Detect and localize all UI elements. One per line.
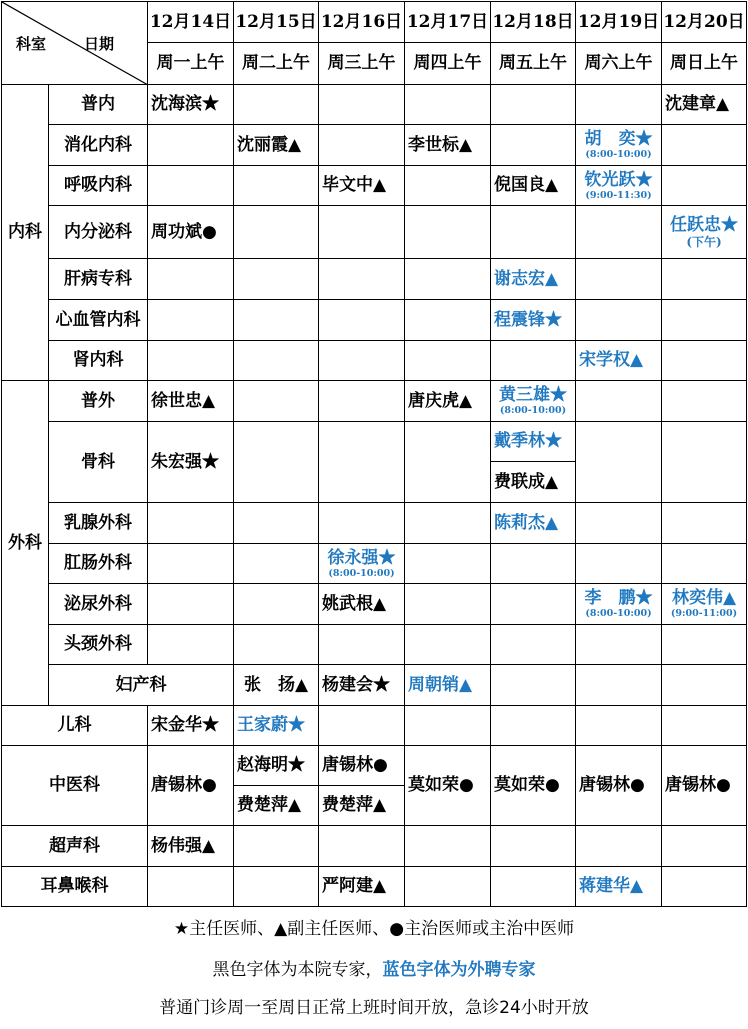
header-corner (2, 2, 148, 85)
empty-cell (234, 625, 319, 665)
empty-cell (576, 706, 662, 746)
empty-cell (319, 706, 405, 746)
empty-cell (576, 544, 662, 584)
empty-cell (319, 341, 405, 381)
empty-cell (405, 206, 491, 259)
empty-cell (405, 166, 491, 206)
empty-cell (576, 665, 662, 706)
schedule-table (1, 1, 747, 907)
dept-label: 中医科 (2, 746, 148, 826)
doctor-cell-external: 宋学权▲ (576, 341, 662, 381)
dept-label: 呼吸内科 (49, 166, 148, 206)
empty-cell (234, 381, 319, 422)
dept-label: 消化内科 (49, 125, 148, 166)
doctor-cell-external: 蒋建华▲ (576, 867, 662, 907)
clinic-time: (8:00-10:00) (328, 567, 395, 579)
doctor-cell: 严阿建▲ (319, 867, 405, 907)
empty-cell (491, 625, 576, 665)
doctor-cell: 唐锡林● (319, 746, 405, 786)
empty-cell (662, 125, 747, 166)
clinic-time: (9:00-11:00) (670, 608, 738, 620)
empty-cell (148, 125, 234, 166)
dept-label: 心血管内科 (49, 300, 148, 341)
table-row (2, 85, 747, 125)
empty-cell (662, 503, 747, 544)
doctor-cell: 毕文中▲ (319, 166, 405, 206)
doctor-cell: 费楚萍▲ (319, 786, 405, 826)
dept-label: 普内 (49, 85, 148, 125)
empty-cell (662, 544, 747, 584)
empty-cell (405, 867, 491, 907)
doctor-cell: 杨伟强▲ (148, 826, 234, 867)
empty-cell (491, 706, 576, 746)
doctor-cell: 沈丽霞▲ (234, 125, 319, 166)
empty-cell (148, 259, 234, 300)
doctor-cell: 杨建会★ (319, 665, 405, 706)
doctor-cell: 赵海明★ (234, 746, 319, 786)
doctor-name: 林奕伟▲ (671, 588, 737, 609)
doctor-name: 任跃忠★ (670, 214, 738, 235)
doctor-name: 钦光跃★ (584, 169, 653, 190)
dept-label: 普外 (49, 381, 148, 422)
empty-cell (319, 422, 405, 503)
clinic-time: (9:00-11:30) (585, 189, 652, 201)
empty-cell (319, 259, 405, 300)
doctor-cell: 朱宏强★ (148, 422, 234, 503)
empty-cell (405, 259, 491, 300)
table-row (2, 259, 747, 300)
empty-cell (662, 166, 747, 206)
empty-cell (234, 584, 319, 625)
clinic-time: (8:00-10:00) (499, 405, 567, 417)
empty-cell (234, 206, 319, 259)
empty-cell (662, 300, 747, 341)
empty-cell (405, 544, 491, 584)
empty-cell (576, 259, 662, 300)
doctor-cell: 徐世忠▲ (148, 381, 234, 422)
empty-cell (405, 584, 491, 625)
empty-cell (576, 625, 662, 665)
table-row (2, 206, 747, 259)
date-header: 12月14日 (148, 2, 234, 43)
table-row (2, 300, 747, 341)
doctor-cell: 李世标▲ (405, 125, 491, 166)
empty-cell (319, 85, 405, 125)
weekday-header: 周四上午 (405, 43, 491, 85)
date-header: 12月15日 (234, 2, 319, 43)
empty-cell (405, 503, 491, 544)
empty-cell (319, 300, 405, 341)
legend-opening-hours: 普通门诊周一至周日正常上班时间开放，急诊24小时开放 (159, 998, 589, 1018)
table-row (2, 381, 747, 422)
legend-font-colors (0, 955, 748, 980)
weekday-header: 周三上午 (319, 43, 405, 85)
empty-cell (319, 503, 405, 544)
doctor-cell: 唐庆虎▲ (405, 381, 491, 422)
empty-cell (319, 826, 405, 867)
dept-label: 超声科 (2, 826, 148, 867)
legend-black-note: 黑色字体为本院专家， (212, 960, 383, 980)
doctor-cell-external: 戴季林★ (491, 422, 576, 462)
doctor-cell: 沈海滨★ (148, 85, 234, 125)
empty-cell (234, 166, 319, 206)
weekday-header: 周日上午 (662, 43, 747, 85)
table-row (2, 544, 747, 584)
doctor-cell-external: 谢志宏▲ (491, 259, 576, 300)
table-row (2, 166, 747, 206)
empty-cell (148, 544, 234, 584)
group-label-waike: 外科 (2, 381, 49, 706)
doctor-cell: 莫如荣● (405, 746, 491, 826)
doctor-cell-external (662, 584, 747, 625)
empty-cell (319, 206, 405, 259)
empty-cell (576, 300, 662, 341)
empty-cell (576, 503, 662, 544)
empty-cell (405, 341, 491, 381)
doctor-cell: 姚武根▲ (319, 584, 405, 625)
table-row (2, 625, 747, 665)
dept-label: 泌尿外科 (49, 584, 148, 625)
table-row (2, 665, 747, 706)
legend-rank-symbols: ★主任医师、▲副主任医师、●主治医师或主治中医师 (173, 919, 575, 939)
table-row (2, 584, 747, 625)
empty-cell (405, 85, 491, 125)
doctor-cell: 宋金华★ (148, 706, 234, 746)
dept-label: 肝病专科 (49, 259, 148, 300)
date-header: 12月18日 (491, 2, 576, 43)
dept-label: 头颈外科 (49, 625, 148, 665)
weekday-header: 周二上午 (234, 43, 319, 85)
doctor-cell: 张 扬▲ (234, 665, 319, 706)
empty-cell (491, 665, 576, 706)
empty-cell (405, 422, 491, 503)
empty-cell (662, 665, 747, 706)
corner-dept-label: 科室 (16, 35, 47, 53)
empty-cell (662, 706, 747, 746)
empty-cell (234, 544, 319, 584)
weekday-header: 周五上午 (491, 43, 576, 85)
table-row (2, 503, 747, 544)
doctor-cell: 唐锡林● (576, 746, 662, 826)
empty-cell (576, 381, 662, 422)
group-label-neike: 内科 (2, 85, 49, 381)
empty-cell (576, 85, 662, 125)
doctor-cell: 周功斌● (148, 206, 234, 259)
dept-label: 妇产科 (49, 665, 234, 706)
empty-cell (319, 381, 405, 422)
table-row (2, 867, 747, 907)
doctor-cell-external: 陈莉杰▲ (491, 503, 576, 544)
empty-cell (491, 584, 576, 625)
empty-cell (662, 341, 747, 381)
doctor-cell-external: 周朝销▲ (405, 665, 491, 706)
doctor-cell-external (662, 206, 747, 259)
empty-cell (405, 826, 491, 867)
table-row (2, 422, 747, 462)
empty-cell (234, 85, 319, 125)
doctor-cell-external: 程震锋★ (491, 300, 576, 341)
corner-date-label: 日期 (84, 35, 115, 53)
empty-cell (148, 625, 234, 665)
date-header: 12月20日 (662, 2, 747, 43)
doctor-name: 黄三雄★ (499, 385, 567, 406)
weekday-header: 周六上午 (576, 43, 662, 85)
table-row (2, 125, 747, 166)
clinic-time: (8:00-10:00) (585, 149, 652, 161)
legend-blue-note: 蓝色字体为外聘专家 (382, 960, 536, 980)
doctor-cell: 唐锡林● (148, 746, 234, 826)
empty-cell (662, 422, 747, 503)
empty-cell (576, 206, 662, 259)
empty-cell (576, 422, 662, 503)
dept-label: 儿科 (2, 706, 148, 746)
table-row (2, 746, 747, 786)
dept-label: 内分泌科 (49, 206, 148, 259)
table-row (2, 341, 747, 381)
doctor-cell-external (491, 381, 576, 422)
empty-cell (148, 166, 234, 206)
empty-cell (234, 300, 319, 341)
empty-cell (148, 503, 234, 544)
doctor-name: 胡 奕★ (584, 129, 653, 150)
empty-cell (148, 584, 234, 625)
weekday-header: 周一上午 (148, 43, 234, 85)
doctor-cell: 唐锡林● (662, 746, 747, 826)
doctor-cell-external: 王家蔚★ (234, 706, 319, 746)
empty-cell (148, 341, 234, 381)
dept-label: 耳鼻喉科 (2, 867, 148, 907)
dept-label: 骨科 (49, 422, 148, 503)
empty-cell (405, 300, 491, 341)
empty-cell (234, 259, 319, 300)
empty-cell (234, 503, 319, 544)
doctor-cell: 费楚萍▲ (234, 786, 319, 826)
empty-cell (662, 259, 747, 300)
doctor-cell-external (319, 544, 405, 584)
empty-cell (405, 706, 491, 746)
empty-cell (662, 625, 747, 665)
empty-cell (234, 867, 319, 907)
empty-cell (234, 341, 319, 381)
doctor-cell-external (576, 125, 662, 166)
clinic-time: (8:00-10:00) (585, 608, 652, 620)
empty-cell (234, 422, 319, 503)
table-row (2, 826, 747, 867)
empty-cell (405, 625, 491, 665)
doctor-cell: 倪国良▲ (491, 166, 576, 206)
empty-cell (319, 125, 405, 166)
empty-cell (234, 826, 319, 867)
empty-cell (148, 867, 234, 907)
doctor-cell: 莫如荣● (491, 746, 576, 826)
empty-cell (491, 826, 576, 867)
doctor-cell: 费联成▲ (491, 462, 576, 503)
table-row (2, 706, 747, 746)
empty-cell (662, 381, 747, 422)
dept-label: 肛肠外科 (49, 544, 148, 584)
date-header: 12月17日 (405, 2, 491, 43)
doctor-cell-external (576, 584, 662, 625)
date-header: 12月19日 (576, 2, 662, 43)
empty-cell (491, 125, 576, 166)
dept-label: 乳腺外科 (49, 503, 148, 544)
clinic-time: (下午) (686, 235, 722, 250)
empty-cell (491, 544, 576, 584)
empty-cell (491, 206, 576, 259)
doctor-name: 李 鹏★ (584, 588, 653, 609)
empty-cell (491, 867, 576, 907)
date-header: 12月16日 (319, 2, 405, 43)
empty-cell (491, 341, 576, 381)
empty-cell (148, 300, 234, 341)
dept-label: 肾内科 (49, 341, 148, 381)
empty-cell (576, 826, 662, 867)
doctor-name: 徐永强★ (327, 547, 396, 568)
empty-cell (491, 85, 576, 125)
empty-cell (662, 826, 747, 867)
empty-cell (319, 625, 405, 665)
doctor-cell-external (576, 166, 662, 206)
doctor-cell: 沈建章▲ (662, 85, 747, 125)
empty-cell (662, 867, 747, 907)
